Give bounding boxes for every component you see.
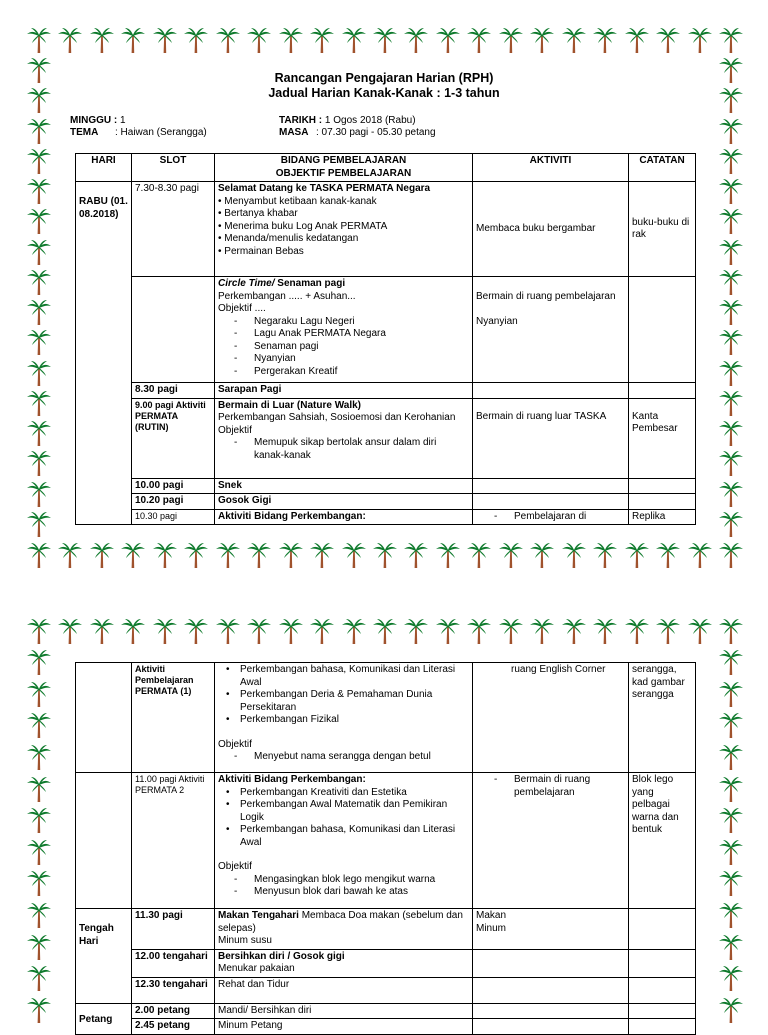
catatan-cell: Kanta Pembesar [629, 398, 696, 478]
palm-tree-icon [26, 117, 52, 145]
bidang-cell: Mandi/ Bersihkan diri [215, 1003, 473, 1019]
aktiviti-cell: Makan Minum [473, 909, 629, 950]
palm-tree-icon [529, 541, 555, 569]
palm-tree-icon [718, 617, 744, 645]
list-item: - Lagu Anak PERMATA Negara [234, 328, 469, 341]
palm-tree-icon [26, 359, 52, 387]
catatan-cell: Replika [629, 509, 696, 525]
list-item: - Nyanyian [234, 353, 469, 366]
list-item: - Senaman pagi [234, 341, 469, 354]
table-row [76, 383, 696, 399]
objektif-list [218, 874, 469, 899]
bidang-cell: Bersihkan diri / Gosok gigi Menukar pakaian [215, 949, 473, 977]
perkembangan-list [218, 664, 469, 727]
minggu-value: 1 [120, 115, 126, 126]
hari-tengah: Tengah Hari [76, 909, 132, 1004]
aktiviti-cell [473, 1003, 629, 1019]
palm-tree-icon [718, 743, 744, 771]
list-item: • Menyambut ketibaan kanak-kanak [218, 196, 469, 209]
table-row [76, 1003, 696, 1019]
aktiviti-cell [473, 773, 629, 909]
perkembangan-list [218, 787, 469, 850]
slot-cell: 9.00 pagi Aktiviti PERMATA (RUTIN) [132, 398, 215, 478]
list-item: - Pergerakan Kreatif [234, 366, 469, 379]
bidang-cell: Bermain di Luar (Nature Walk) Perkembangan Sahsiah, Sosioemosi dan Kerohanian Objektif - Memupuk sikap bertolak ansur dalam diri kanak-kanak [215, 398, 473, 478]
table-row [76, 773, 696, 909]
palm-tree-icon [718, 541, 744, 569]
list-item: • Bertanya khabar [218, 208, 469, 221]
bidang-cell: Selamat Datang ke TASKA PERMATA Negara • Menyambut ketibaan kanak-kanak • Bertanya khabar • Menerima buku Log Anak PERMATA • Menanda/menulis kedatangan • Permainan Bebas [215, 182, 473, 277]
schedule-table-p1 [75, 153, 696, 525]
slot-cell: 11.00 pagi Aktiviti PERMATA 2 [132, 773, 215, 909]
bidang-cell: • Perkembangan bahasa, Komunikasi dan Literasi Awal • Perkembangan Deria & Pemahaman Dunia Persekitaran • Perkembangan Fizikal Objektif - Menyebut nama serangga dengan betul [215, 663, 473, 773]
list-item: - Bermain di ruang pembelajaran [494, 774, 625, 799]
palm-tree-icon [718, 419, 744, 447]
palm-tree-icon [435, 617, 461, 645]
palm-tree-icon [718, 449, 744, 477]
palm-tree-icon [152, 26, 178, 54]
palm-tree-icon [718, 510, 744, 538]
list-item: - Pembelajaran di [494, 511, 625, 524]
palm-tree-icon [26, 743, 52, 771]
palm-tree-icon [718, 775, 744, 803]
palm-tree-icon [592, 617, 618, 645]
palm-tree-icon [26, 617, 52, 645]
catatan-cell [629, 1019, 696, 1035]
palm-tree-icon [687, 26, 713, 54]
palm-tree-icon [120, 26, 146, 54]
palm-tree-icon [687, 617, 713, 645]
aktiviti-cell [473, 949, 629, 977]
palm-tree-icon [309, 617, 335, 645]
palm-tree-icon [26, 510, 52, 538]
palm-tree-icon [26, 869, 52, 897]
catatan-cell [629, 949, 696, 977]
catatan-cell [629, 909, 696, 950]
palm-tree-icon [309, 541, 335, 569]
palm-tree-icon [26, 541, 52, 569]
palm-tree-icon [718, 328, 744, 356]
palm-tree-icon [215, 541, 241, 569]
slot-cell: 10.30 pagi [132, 509, 215, 525]
list-item: • Perkembangan bahasa, Komunikasi dan Literasi Awal [226, 824, 469, 849]
palm-tree-icon [57, 26, 83, 54]
slot-cell: 2.45 petang [132, 1019, 215, 1035]
nature-walk-list [218, 437, 469, 462]
aktiviti-cell: Membaca buku bergambar [473, 182, 629, 277]
aktiviti-cell [473, 977, 629, 1003]
palm-tree-icon [89, 26, 115, 54]
tarikh-label: TARIKH : [279, 115, 323, 126]
palm-tree-icon [183, 617, 209, 645]
table-row [76, 977, 696, 1003]
list-item: - Negaraku Lagu Negeri [234, 316, 469, 329]
palm-tree-icon [624, 541, 650, 569]
header-slot: SLOT [132, 154, 215, 182]
header-catatan: CATATAN [629, 154, 696, 182]
bidang-cell: Makan Tengahari Membaca Doa makan (sebelum dan selepas) Minum susu [215, 909, 473, 950]
masa-label: MASA [279, 127, 309, 138]
palm-tree-icon [26, 419, 52, 447]
aktiviti-cell [473, 1019, 629, 1035]
palm-tree-icon [26, 147, 52, 175]
minggu-line [70, 115, 126, 127]
circle-time-list [218, 316, 469, 379]
aktiviti-cell [473, 509, 629, 525]
palm-tree-icon [26, 933, 52, 961]
palm-tree-icon [718, 901, 744, 929]
palm-tree-icon [466, 541, 492, 569]
aktiviti-cell [473, 494, 629, 510]
palm-tree-icon [466, 26, 492, 54]
page1-border-bottom [26, 541, 744, 569]
table-row [76, 1019, 696, 1035]
palm-tree-icon [57, 541, 83, 569]
palm-tree-icon [341, 617, 367, 645]
list-item: • Perkembangan Fizikal [226, 714, 469, 727]
header-hari: HARI [76, 154, 132, 182]
page-title: Rancangan Pengajaran Harian (RPH) [274, 71, 494, 85]
page2-border-right [718, 648, 744, 1024]
palm-tree-icon [435, 541, 461, 569]
page-subtitle: Jadual Harian Kanak-Kanak : 1-3 tahun [268, 86, 500, 100]
masa-line [279, 127, 436, 139]
list-item: - Menyusun blok dari bawah ke atas [234, 886, 469, 899]
palm-tree-icon [718, 711, 744, 739]
palm-tree-icon [718, 359, 744, 387]
palm-tree-icon [26, 680, 52, 708]
slot-cell: 12.00 tengahari [132, 949, 215, 977]
list-item: • Permainan Bebas [218, 246, 469, 259]
minggu-label: MINGGU : [70, 115, 118, 126]
palm-tree-icon [246, 541, 272, 569]
palm-tree-icon [26, 389, 52, 417]
hari-rabu: RABU (01.08.2018) [76, 182, 132, 525]
bidang-cell: Circle Time/ Senaman pagi Perkembangan ..... + Asuhan... Objektif .... - Negaraku Lagu Negeri - Lagu Anak PERMATA Negara - Senaman pagi - Nyanyian - Pergerakan Kreatif [215, 277, 473, 383]
bidang-cell: Sarapan Pagi [215, 383, 473, 399]
palm-tree-icon [26, 449, 52, 477]
aktiviti-cell: Bermain di ruang pembelajaran Nyanyian [473, 277, 629, 383]
page1-border-left [26, 56, 52, 538]
palm-tree-icon [403, 26, 429, 54]
table-row [76, 398, 696, 478]
schedule-table-p2 [75, 662, 696, 1035]
palm-tree-icon [120, 541, 146, 569]
catatan-cell [629, 478, 696, 494]
slot-cell [132, 277, 215, 383]
hari-petang: Petang [76, 1003, 132, 1034]
table-row [76, 509, 696, 525]
slot-cell: 2.00 petang [132, 1003, 215, 1019]
palm-tree-icon [372, 26, 398, 54]
palm-tree-icon [341, 541, 367, 569]
palm-tree-icon [152, 541, 178, 569]
catatan-cell [629, 383, 696, 399]
palm-tree-icon [26, 996, 52, 1024]
palm-tree-icon [278, 26, 304, 54]
palm-tree-icon [278, 541, 304, 569]
palm-tree-icon [718, 389, 744, 417]
palm-tree-icon [718, 26, 744, 54]
palm-tree-icon [718, 648, 744, 676]
palm-tree-icon [26, 177, 52, 205]
table-row [76, 182, 696, 277]
catatan-cell [629, 977, 696, 1003]
table-row [76, 949, 696, 977]
palm-tree-icon [403, 617, 429, 645]
palm-tree-icon [718, 298, 744, 326]
list-item: • Perkembangan bahasa, Komunikasi dan Literasi Awal [226, 664, 469, 689]
palm-tree-icon [687, 541, 713, 569]
palm-tree-icon [655, 26, 681, 54]
palm-tree-icon [403, 541, 429, 569]
palm-tree-icon [718, 838, 744, 866]
palm-tree-icon [592, 541, 618, 569]
palm-tree-icon [718, 238, 744, 266]
palm-tree-icon [26, 238, 52, 266]
tema-line [70, 127, 207, 139]
palm-tree-icon [718, 933, 744, 961]
palm-tree-icon [26, 775, 52, 803]
palm-tree-icon [57, 617, 83, 645]
palm-tree-icon [26, 480, 52, 508]
palm-tree-icon [26, 964, 52, 992]
hari-cell [76, 663, 132, 773]
palm-tree-icon [89, 617, 115, 645]
palm-tree-icon [26, 328, 52, 356]
tema-label: TEMA [70, 127, 99, 138]
bidang-cell: Gosok Gigi [215, 494, 473, 510]
palm-tree-icon [278, 617, 304, 645]
tarikh-line [279, 115, 416, 127]
list-item: • Menanda/menulis kedatangan [218, 233, 469, 246]
palm-tree-icon [215, 26, 241, 54]
palm-tree-icon [718, 480, 744, 508]
page2-border-top [26, 617, 744, 645]
catatan-cell: serangga, kad gambar serangga [629, 663, 696, 773]
hari-cell [76, 773, 132, 909]
palm-tree-icon [26, 268, 52, 296]
header-bidang: BIDANG PEMBELAJARAN OBJEKTIF PEMBELAJARAN [215, 154, 473, 182]
palm-tree-icon [624, 26, 650, 54]
palm-tree-icon [26, 901, 52, 929]
palm-tree-icon [246, 26, 272, 54]
palm-tree-icon [718, 207, 744, 235]
palm-tree-icon [718, 147, 744, 175]
palm-tree-icon [26, 806, 52, 834]
list-item: • Perkembangan Kreativiti dan Estetika [226, 787, 469, 800]
palm-tree-icon [341, 26, 367, 54]
aktiviti-cell [473, 383, 629, 399]
palm-tree-icon [26, 648, 52, 676]
list-item: - Mengasingkan blok lego mengikut warna [234, 874, 469, 887]
objektif-list [218, 751, 469, 764]
page2-border-left [26, 648, 52, 1024]
palm-tree-icon [718, 964, 744, 992]
palm-tree-icon [26, 26, 52, 54]
list-item: - Memupuk sikap bertolak ansur dalam diri kanak-kanak [234, 437, 469, 462]
palm-tree-icon [561, 617, 587, 645]
palm-tree-icon [246, 617, 272, 645]
tarikh-value: 1 Ogos 2018 (Rabu) [324, 115, 416, 126]
slot-cell: 10.20 pagi [132, 494, 215, 510]
palm-tree-icon [718, 680, 744, 708]
list-item: • Perkembangan Awal Matematik dan Pemikiran Logik [226, 799, 469, 824]
palm-tree-icon [718, 177, 744, 205]
palm-tree-icon [718, 869, 744, 897]
bidang-cell: Aktiviti Bidang Perkembangan: • Perkembangan Kreativiti dan Estetika • Perkembangan Awal Matematik dan Pemikiran Logik • Perkembangan bahasa, Komunikasi dan Literasi Awal Objektif - Mengasingkan blok lego mengikut warna - Menyusun blok dari bawah ke atas [215, 773, 473, 909]
page1-border-top [26, 26, 744, 54]
table-row [76, 478, 696, 494]
palm-tree-icon [655, 541, 681, 569]
bidang-cell: Minum Petang [215, 1019, 473, 1035]
palm-tree-icon [26, 207, 52, 235]
tema-value: : Haiwan (Serangga) [115, 127, 207, 138]
palm-tree-icon [529, 26, 555, 54]
palm-tree-icon [309, 26, 335, 54]
header-aktiviti: AKTIVITI [473, 154, 629, 182]
list-item: - Menyebut nama serangga dengan betul [234, 751, 469, 764]
palm-tree-icon [372, 541, 398, 569]
palm-tree-icon [561, 541, 587, 569]
table-row [76, 494, 696, 510]
catatan-cell: buku-buku di rak [629, 182, 696, 277]
palm-tree-icon [498, 617, 524, 645]
slot-cell: Aktiviti Pembelajaran PERMATA (1) [132, 663, 215, 773]
slot-cell: 8.30 pagi [132, 383, 215, 399]
palm-tree-icon [718, 806, 744, 834]
slot-cell: 10.00 pagi [132, 478, 215, 494]
list-item: • Perkembangan Deria & Pemahaman Dunia Persekitaran [226, 689, 469, 714]
palm-tree-icon [498, 26, 524, 54]
slot-cell: 7.30-8.30 pagi [132, 182, 215, 277]
palm-tree-icon [718, 268, 744, 296]
palm-tree-icon [183, 26, 209, 54]
palm-tree-icon [592, 26, 618, 54]
palm-tree-icon [89, 541, 115, 569]
palm-tree-icon [26, 298, 52, 326]
palm-tree-icon [498, 541, 524, 569]
palm-tree-icon [183, 541, 209, 569]
palm-tree-icon [372, 617, 398, 645]
palm-tree-icon [435, 26, 461, 54]
slot-cell: 12.30 tengahari [132, 977, 215, 1003]
palm-tree-icon [26, 711, 52, 739]
palm-tree-icon [215, 617, 241, 645]
palm-tree-icon [466, 617, 492, 645]
palm-tree-icon [718, 996, 744, 1024]
catatan-cell [629, 277, 696, 383]
aktiviti-cell [473, 478, 629, 494]
slot-cell: 11.30 pagi [132, 909, 215, 950]
masa-value: : 07.30 pagi - 05.30 petang [316, 127, 436, 138]
palm-tree-icon [152, 617, 178, 645]
table-row [76, 909, 696, 950]
palm-tree-icon [529, 617, 555, 645]
palm-tree-icon [120, 617, 146, 645]
table-row [76, 663, 696, 773]
palm-tree-icon [655, 617, 681, 645]
bidang-cell: Rehat dan Tidur [215, 977, 473, 1003]
bidang-cell: Aktiviti Bidang Perkembangan: [215, 509, 473, 525]
palm-tree-icon [26, 838, 52, 866]
palm-tree-icon [624, 617, 650, 645]
list-item: • Menerima buku Log Anak PERMATA [218, 221, 469, 234]
catatan-cell [629, 494, 696, 510]
welcome-list [218, 196, 469, 259]
palm-tree-icon [561, 26, 587, 54]
aktiviti-cell: Bermain di ruang luar TASKA [473, 398, 629, 478]
page1-border-right [718, 56, 744, 538]
palm-tree-icon [718, 117, 744, 145]
aktiviti-cell: ruang English Corner [473, 663, 629, 773]
catatan-cell: Blok lego yang pelbagai warna dan bentuk [629, 773, 696, 909]
table-row [76, 277, 696, 383]
bidang-cell: Snek [215, 478, 473, 494]
catatan-cell [629, 1003, 696, 1019]
